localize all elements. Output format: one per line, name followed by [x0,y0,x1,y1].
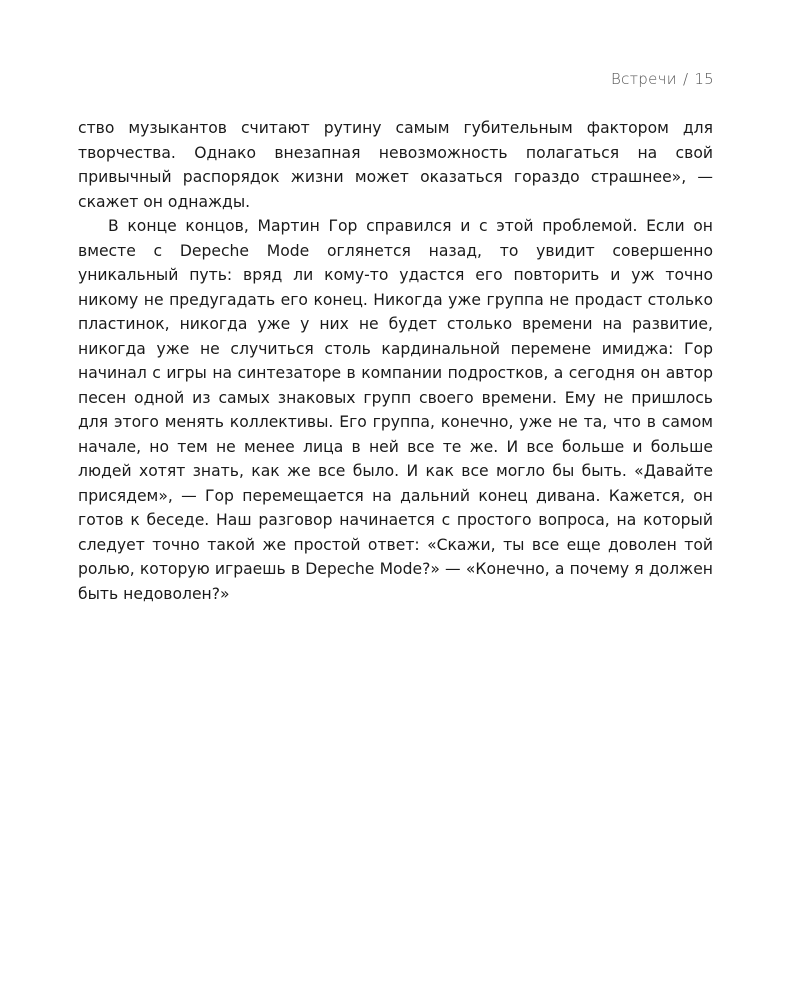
body-text [78,116,713,606]
running-header [611,70,714,88]
paragraph-continuation: ство музыкантов считают рутину самым губительным фактором для творчества. Однако внезапная невозможность полагаться на свой привычный распорядок жизни может оказаться гораздо страшнее», — скажет он однажды. [78,119,713,211]
section-title: Встречи [611,70,677,88]
header-separator: / [682,70,689,88]
page-number: 15 [694,70,714,88]
paragraph-main: В конце концов, Мартин Гор справился и с этой проблемой. Если он вместе с Depeche Mode оглянется назад, то увидит совершенно уникальный путь: вряд ли кому-то удастся его повторить и уж точно никому не предугадать его конец. Никогда уже группа не продаст столько пластинок, никогда уже у них не будет столько времени на развитие, никогда уже не случиться столь кардинальной перемене имиджа: Гор начинал с игры на синтезаторе в компании подростков, а сегодня он автор песен одной из самых знаковых групп своего времени. Ему не пришлось для этого менять коллективы. Его группа, конечно, уже не та, что в самом начале, но тем не менее лица в ней все те же. И все больше и больше людей хотят знать, как же все было. И как все могло бы быть. «Давайте присядем», — Гор перемещается на дальний конец дивана. Кажется, он готов к беседе. Наш разговор начинается с простого вопроса, на который следует точно такой же простой ответ: «Скажи, ты все еще доволен той ролью, которую играешь в Depeche Mode?» — «Конечно, а почему я должен быть недоволен?» [78,217,713,603]
